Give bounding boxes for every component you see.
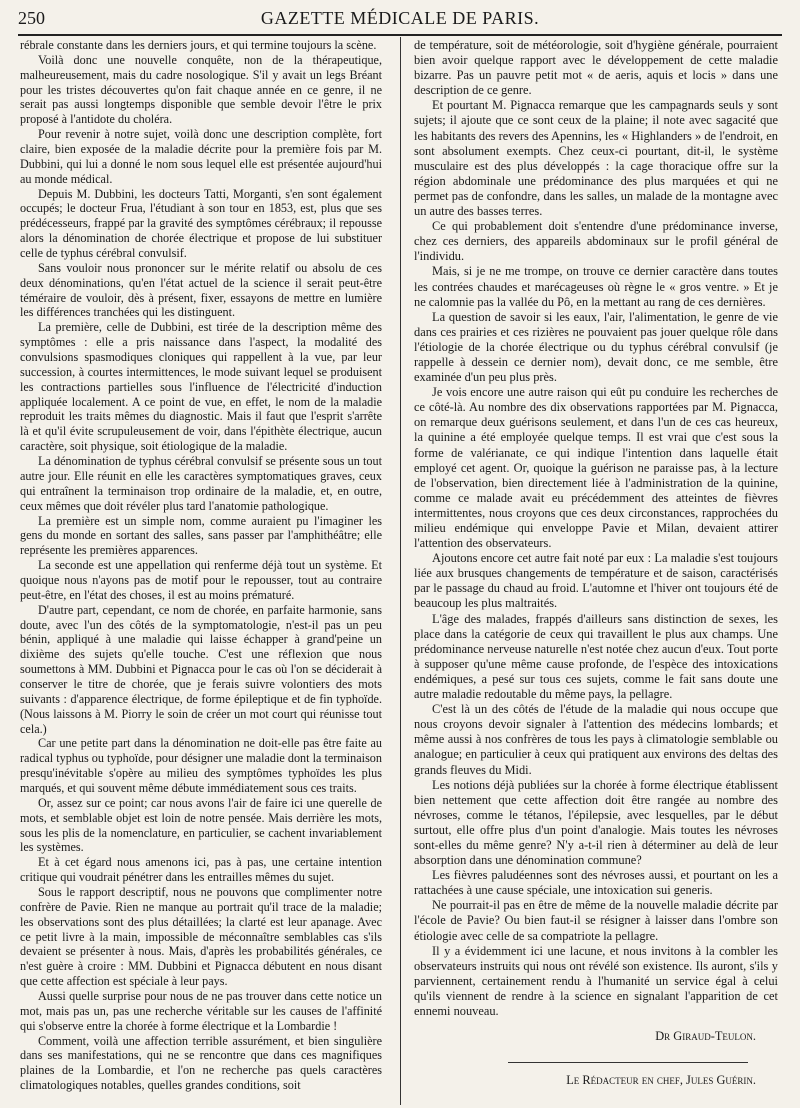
page-header [18, 8, 782, 34]
left-column [20, 38, 382, 1093]
paragraph: Mais, si je ne me trompe, on trouve ce dernier caractère dans toutes les contrées chaudes et marécageuses où règne le « gros ventre. » Et je ne calomnie pas la vallée du Pô, en la mettant au rang de ces dernières. [414, 264, 778, 309]
paragraph: La première, celle de Dubbini, est tirée de la description même des symptômes : elle a pris naissance dans l'aspect, la modalité des convulsions spasmodiques cloniques qui rappellent à la vue, par leur succession, à courtes intermittences, le mode suivant lequel se produisent les contractions partielles sous l'influence de l'électricité d'induction appliquée localement. A ce point de vue, en effet, le nom de la maladie reproduit les traits mêmes du diagnostic. Mais il faut que l'esprit s'arrête là et qu'il évite scrupuleusement de voir, dans l'épithète électrique, aucun caractère, soit physique, soit étiologique de la maladie. [20, 320, 382, 454]
paragraph: rébrale constante dans les derniers jours, et qui termine toujours la scène. [20, 38, 377, 52]
paragraph: Il y a évidemment ici une lacune, et nous invitons à la combler les observateurs instruits qui nous ont révélé son existence. Ils auront, s'ils y parviennent, certainement rendu à l'humanité un service égal à celui qu'ils viennent de rendre à la science en signalant l'apparition de cet ennemi nouveau. [414, 943, 778, 1018]
paragraph: Les fièvres paludéennes sont des névroses aussi, et pourtant on les a rattachées à une cause spéciale, une intoxication sui generis. [414, 868, 778, 898]
paragraph: La première est un simple nom, comme auraient pu l'imaginer les gens du monde en sortant des salles, sans passer par l'amphithéâtre; elle représente les premières apparences. [20, 513, 382, 558]
paragraph: Pour revenir à notre sujet, voilà donc une description complète, fort claire, bien exposée de la maladie décrite pour la première fois par M. Dubbini, qui lui a donné le nom sous lequel elle est présentée aujourd'hui au monde médical. [20, 127, 382, 186]
paragraph: D'autre part, cependant, ce nom de chorée, en parfaite harmonie, sans doute, avec l'un des côtés de la symptomatologie, n'est-il pas un peu bénin, appliqué à une maladie qui laisse échapper à grand'peine un dixième des sujets qu'elle touche. C'est une réflexion que nous soumettons à MM. Dubbini et Pignacca pour le cas où l'on se déciderait à conserver le titre de chorée, que je ferais suivre volontiers des mots suivants : d'apparence électrique, de forme épileptique et de fin typhoïde. (Nous laissons à M. Piorry le soin de créer un mot court qui réunisse tout cela.) [20, 602, 382, 736]
paragraph: Car une petite part dans la dénomination ne doit-elle pas être faite au radical typhus ou typhoïde, pour désigner une maladie dont la terminaison presqu'inévitable s'opère au milieu des symptômes typhoïdes les plus marqués, et qui souvent même débute immédiatement sous ces traits. [20, 736, 382, 795]
right-column [414, 38, 778, 1088]
paragraph: Les notions déjà publiées sur la chorée à forme électrique établissent bien nettement que cette affection doit être rangée au nombre des névroses, comme le tétanos, l'épilepsie, avec lesquelles, par le début surtout, elle offre plus d'un point d'analogie. Mais toutes les névroses sont-elles du même genre? N'y a-t-il rien à déterminer au delà de leur absorption dans une dénomination commune? [414, 777, 778, 868]
paragraph: L'âge des malades, frappés d'ailleurs sans distinction de sexes, les place dans la catégorie de ceux qui travaillent le plus aux champs. Une prédominance nerveuse naturelle n'est notée chez aucun d'eux. Tout porte à supposer qu'une même cause profonde, de l'espèce des intoxications endémiques, a pesé sur tous ces sujets, comme le fait sans doute une autre maladie redoutable du même pays, la pellagre. [414, 611, 778, 702]
header-rule [18, 34, 782, 36]
paragraph: Et à cet égard nous amenons ici, pas à pas, une certaine intention critique qui voudrait pénétrer dans les entrailles mêmes du sujet. [20, 855, 382, 885]
page-number: 250 [18, 8, 45, 28]
paragraph: Depuis M. Dubbini, les docteurs Tatti, Morganti, s'en sont également occupés; le docteur Frua, l'étudiant à son tour en 1853, est, plus que ses prédécesseurs, frappé par la gravité des symptômes cérébraux; il repousse alors la dénomination de chorée électrique et propose de lui substituer celle de typhus cérébral convulsif. [20, 186, 382, 261]
paragraph: Voilà donc une nouvelle conquête, non de la thérapeutique, malheureusement, mais du cadre nosologique. S'il y avait un legs Bréant pour les tristes découvertes qu'on fait chaque année en ce genre, il ne serait pas aussi longtemps disponible que semble devoir l'être le prix proposé à l'antidote du choléra. [20, 52, 382, 127]
paragraph: La question de savoir si les eaux, l'air, l'alimentation, le genre de vie dans ces prairies et ces rizières ne pouvaient pas jouer quelque rôle dans l'étiologie de la chorée électrique ou du typhus cérébral convulsif (je rappelle à dessein ce dernier nom), devait donc, ce me semble, être examinée d'un peu plus près. [414, 309, 778, 385]
paragraph: Je vois encore une autre raison qui eût pu conduire les recherches de ce côté-là. Au nombre des dix observations rapportées par M. Pignacca, on remarque deux guérisons seulement, et dans l'un de ces cas heureux, la quinine a été employée quelque temps. Il est vrai que c'est sous la forme de valérianate, ce qui indique l'intention dans laquelle était employé cet agent. Or, quoique la guérison ne paraisse pas, à la lecture de l'observation, bien directement liée à l'administration de la quinine, comme ce malade avait eu précédemment des atteintes de fièvres intermittentes, nous croyons que ces deux circonstances, rapprochées du milieu endémique qui enveloppe Pavie et Milan, devaient attirer l'attention des observateurs. [414, 385, 778, 551]
author-signature: Dr Giraud-Teulon. [655, 1029, 756, 1044]
paragraph: La seconde est une appellation qui renferme déjà tout un système. Et quoique nous n'ayons pas de motif pour le repousser, tout au contraire peut-être, en l'état des choses, il est au moins prématuré. [20, 558, 382, 602]
journal-title: GAZETTE MÉDICALE DE PARIS. [260, 8, 540, 28]
paragraph: Aussi quelle surprise pour nous de ne pas trouver dans cette notice un mot, mais pas un, pas une recherche véritable sur les causes de l'affinité qui s'observe entre la chorée à forme électrique et la Lombardie ! [20, 989, 382, 1033]
paragraph: La dénomination de typhus cérébral convulsif se présente sous un tout autre jour. Elle réunit en elle les caractères symptomatiques graves, ceux qui entraînent la terminaison trop ordinaire de la maladie, et, en outre, ceux mêmes que doit révéler plus tard l'anatomie pathologique. [20, 454, 382, 513]
signature-rule [508, 1062, 748, 1063]
paragraph: Ce qui probablement doit s'entendre d'une prédominance inverse, chez ces derniers, des appareils abdominaux sur le profil général de l'individu. [414, 219, 778, 264]
paragraph: Or, assez sur ce point; car nous avons l'air de faire ici une querelle de mots, et semblable objet est loin de notre pensée. Mais derrière les mots, sous les plis de la nomenclature, en particulier, se cachent invariablement les systèmes. [20, 795, 382, 855]
paragraph: Sous le rapport descriptif, nous ne pouvons que complimenter notre confrère de Pavie. Rien ne manque au portrait qu'il trace de la maladie; les observations sont des plus détaillées; la clarté est leur apanage. Avec ce petit livre à la main, impossible de méconnaître semblables cas s'ils devaient se présenter à nous. Mais, d'après les probabilités générales, ce n'est guère à croire : MM. Dubbini et Pignacca débutent en nous disant que cette affection est spéciale à leur pays. [20, 884, 382, 989]
paragraph: de température, soit de météorologie, soit d'hygiène générale, pourraient bien avoir quelque rapport avec le développement de cette maladie bizarre. Pas un pauvre petit mot « de aeris, aquis et locis » dans une description de ce genre. [414, 38, 778, 98]
paragraph: Ne pourrait-il pas en être de même de la nouvelle maladie décrite par l'école de Pavie? Ou bien faut-il se résigner à laisser dans l'ombre son étiologie avec celle de sa compatriote la pellagre. [414, 898, 778, 943]
paragraph: Sans vouloir nous prononcer sur le mérite relatif ou absolu de ces deux dénominations, qu'en l'état actuel de la science il serait peut-être téméraire de vouloir, dès à présent, fixer, essayons de mettre en lumière les différences tranchées qui les distinguent. [20, 260, 382, 320]
editor-line: Le Rédacteur en chef, Jules Guérin. [566, 1073, 756, 1088]
column-divider [400, 37, 401, 1105]
paragraph: Et pourtant M. Pignacca remarque que les campagnards seuls y sont sujets; il ajoute que ce sont ceux de la plaine; il note avec sagacité que les habitants des revers des Apennins, les « Highlanders » de l'endroit, en sont absolument exempts. Chez ceux-ci pourtant, dit-il, le système musculaire est des plus développés : la cage thoracique offre sur la région abdominale une prédominance des plus marquées et qui ne permet pas de confondre, dans les salles, un malade de la montagne avec un autre des basses terres. [414, 98, 778, 219]
paragraph: Ajoutons encore cet autre fait noté par eux : La maladie s'est toujours liée aux brusques changements de température et de saison, caractérisés par le passage du chaud au froid. L'automne et l'hiver ont toujours été de beaucoup les plus maltraités. [414, 551, 778, 611]
paragraph: Comment, voilà une affection terrible assurément, et bien singulière dans ses manifestations, qui ne se rencontre que dans ces magnifiques plaines de la Lombardie, et l'on ne recherche pas quels caractères climatologiques notables, quelles grandes conditions, soit [20, 1033, 382, 1093]
paragraph: C'est là un des côtés de l'étude de la maladie qui nous occupe que nous croyons devoir signaler à l'attention des médecins lombards; et même aussi à nos confrères de tous les pays à climatologie semblable ou analogue; en particulier à ceux qui pratiquent aux environs des deltas des grands fleuves du Midi. [414, 702, 778, 777]
